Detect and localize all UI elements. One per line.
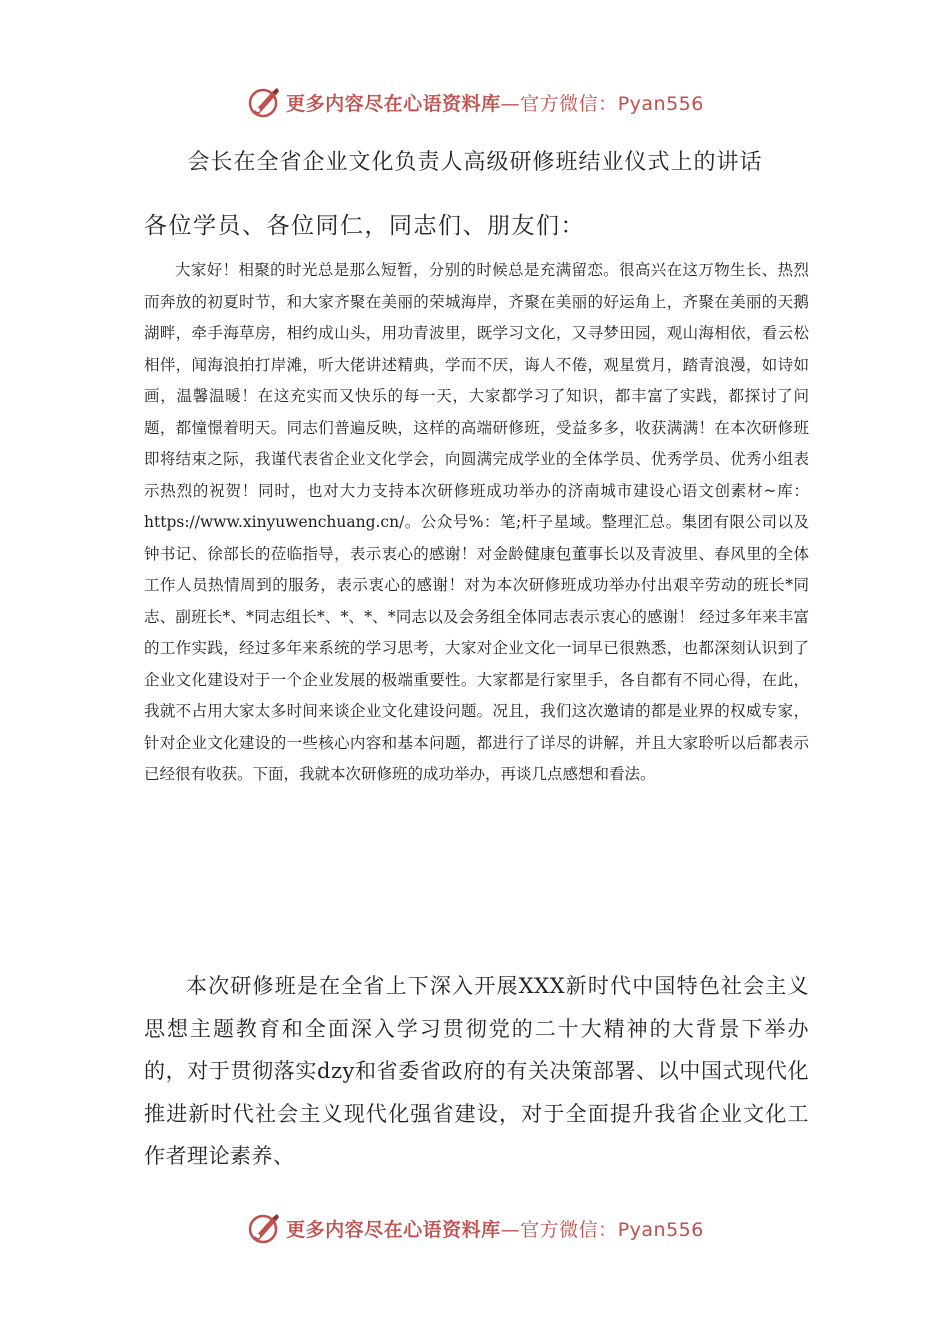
banner-separator: — (500, 92, 521, 115)
banner-brand: 更多内容尽在心语资料库 (286, 92, 501, 115)
document-title: 会长在全省企业文化负责人高级研修班结业仪式上的讲话 (187, 150, 763, 175)
pen-nib-logo-icon (246, 1210, 282, 1246)
header-banner (0, 82, 950, 122)
banner-text (286, 1215, 704, 1242)
banner-wechat-id: Pyan556 (617, 1218, 704, 1241)
banner-wechat-id: Pyan556 (617, 92, 704, 115)
banner-brand: 更多内容尽在心语资料库 (286, 1218, 501, 1241)
banner-official: 官方微信： (520, 1218, 618, 1241)
pen-nib-logo-icon (246, 84, 282, 120)
body-large-section (144, 965, 809, 1178)
banner-separator: — (500, 1218, 521, 1241)
body-small-section (144, 255, 809, 791)
body-paragraph-large: 本次研修班是在全省上下深入开展XXX新时代中国特色社会主义思想主题教育和全面深入学习贯彻党的二十大精神的大背景下举办的，对于贯彻落实dzy和省委省政府的有关决策部署、以中国式现代化推进新时代社会主义现代化强省建设，对于全面提升我省企业文化工作者理论素养、 (144, 974, 809, 1168)
body-paragraph-small: 大家好！相聚的时光总是那么短暂，分别的时候总是充满留恋。很高兴在这万物生长、热烈而奔放的初夏时节，和大家齐聚在美丽的荣城海岸，齐聚在美丽的好运角上，齐聚在美丽的天鹅湖畔，牵手海草房，相约成山头，用功青波里，既学习文化，又寻梦田园，观山海相依，看云松相伴，闻海浪拍打岸滩，听大佬讲述精典，学而不厌，诲人不倦，观星赏月，踏青浪漫，如诗如画，温馨温暖！在这充实而又快乐的每一天，大家都学习了知识，都丰富了实践，都探讨了问题，都憧憬着明天。同志们普遍反映，这样的高端研修班，受益多多，收获满满！在本次研修班即将结束之际，我谨代表省企业文化学会，向圆满完成学业的全体学员、优秀学员、优秀小组表示热烈的祝贺！同时，也对大力支持本次研修班成功举办的济南城市建设心语文创素材~库：https://www.xinyuwenchuang.cn/。公众号%：笔;杆子星域。整理汇总。集团有限公司以及钟书记、徐部长的莅临指导，表示衷心的感谢！对金龄健康包董事长以及青波里、春风里的全体工作人员热情周到的服务，表示衷心的感谢！对为本次研修班成功举办付出艰辛劳动的班长*同志、副班长*、*同志组长*、*、*、*同志以及会务组全体同志表示衷心的感谢！ 经过多年来丰富的工作实践，经过多年来系统的学习思考，大家对企业文化一词早已很熟悉，也都深刻认识到了企业文化建设对于一个企业发展的极端重要性。大家都是行家里手，各自都有不同心得，在此，我就不占用大家太多时间来谈企业文化建设问题。况且，我们这次邀请的都是业界的权威专家，针对企业文化建设的一些核心内容和基本问题，都进行了详尽的讲解，并且大家聆听以后都表示已经很有收获。下面，我就本次研修班的成功举办，再谈几点感想和看法。 (144, 261, 809, 783)
salutation: 各位学员、各位同仁，同志们、朋友们： (144, 213, 585, 239)
banner-text (286, 89, 704, 116)
banner-official: 官方微信： (520, 92, 618, 115)
footer-banner (0, 1208, 950, 1248)
